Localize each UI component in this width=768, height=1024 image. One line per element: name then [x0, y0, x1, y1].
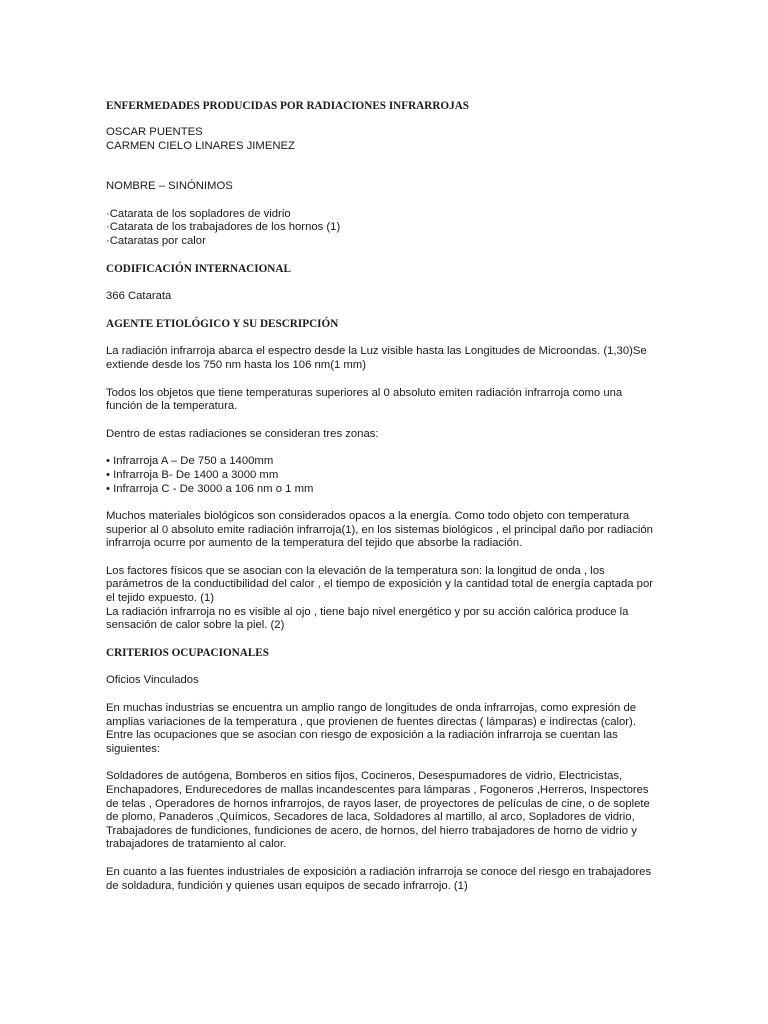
- text-line: amplias variaciones de la temperatura , que provienen de fuentes directas ( lámparas) e indirectas (calor).: [106, 715, 636, 728]
- text-line: Muchos materiales biológicos son considerados opacos a la energía. Como todo objeto con temperatura: [106, 510, 630, 523]
- agente-paragraph: [106, 565, 671, 633]
- text-line: infrarroja ocurre por aumento de la temperatura del tejido que absorbe la radiación.: [106, 537, 523, 550]
- list-item: • Infrarroja C - De 3000 a 106 nm o 1 mm: [106, 482, 314, 495]
- criterios-paragraph: [106, 702, 671, 756]
- text-line: Enchapadores, Endurecedores de mallas incandescentes para lámparas , Fogoneros ,Herreros, Inspectores: [106, 784, 649, 796]
- list-item: ·Cataratas por calor: [106, 234, 206, 247]
- criterios-heading: CRITERIOS OCUPACIONALES: [106, 646, 269, 659]
- agente-heading: AGENTE ETIOLÓGICO Y SU DESCRIPCIÓN: [106, 317, 339, 330]
- list-item: • Infrarroja A – De 750 a 1400mm: [106, 455, 274, 468]
- agente-paragraph: [106, 387, 671, 414]
- text-line: La radiación infrarroja no es visible al ojo , tiene bajo nivel energético y por su acción calórica produce la: [106, 605, 629, 618]
- synonyms-heading: NOMBRE – SINÓNIMOS: [106, 180, 233, 193]
- agente-paragraph: Dentro de estas radiaciones se consideran tres zonas:: [106, 427, 379, 440]
- document-title: ENFERMEDADES PRODUCIDAS POR RADIACIONES INFRARROJAS: [106, 100, 469, 112]
- text-line: extiende desde los 750 nm hasta los 106 nm(1 mm): [106, 358, 366, 371]
- agente-paragraph: [106, 510, 671, 551]
- author-name: OSCAR PUENTES: [106, 126, 203, 138]
- text-line: Todos los objetos que tiene temperaturas superiores al 0 absoluto emiten radiación infrarroja como una: [106, 386, 623, 399]
- text-line: trabajadores de tratamiento al calor.: [106, 838, 287, 851]
- text-line: Trabajadores de fundiciones, fundiciones de acero, de hornos, del hierro trabajadores de horno de vidrio y: [106, 824, 637, 837]
- criterios-subheading: Oficios Vinculados: [106, 674, 199, 687]
- criterios-paragraph: [106, 866, 671, 893]
- codificacion-value: 366 Catarata: [106, 290, 172, 303]
- text-line: sensación de calor sobre la piel. (2): [106, 619, 285, 632]
- text-line: Los factores físicos que se asocian con la elevación de la temperatura son: la longitud de onda , los: [106, 564, 605, 577]
- text-line: Soldadores de autógena, Bomberos en sitios fijos, Cocineros, Desespumadores de vidrio, Electricistas,: [106, 770, 623, 783]
- text-line: de telas , Operadores de hornos infrarrojos, de rayos laser, de proyectores de películas de cine, o de soplete: [106, 797, 650, 810]
- codificacion-heading: CODIFICACIÓN INTERNACIONAL: [106, 262, 291, 275]
- authors: [106, 126, 671, 153]
- text-line: de soldadura, fundición y quienes usan equipos de secado infrarrojo. (1): [106, 879, 468, 892]
- text-line: En cuanto a las fuentes industriales de exposición a radiación infrarroja se conoce del riesgo en trabajadores: [106, 865, 652, 878]
- author-name: CARMEN CIELO LINARES JIMENEZ: [106, 139, 295, 152]
- text-line: parámetros de la conductibilidad del calor , el tiempo de exposición y la cantidad total de energía captada por: [106, 578, 653, 591]
- zones-list: [106, 455, 671, 496]
- text-line: de plomo, Panaderos ,Químicos, Secadores de laca, Soldadores al martillo, al arco, Sopladores de vidrio,: [106, 811, 635, 824]
- text-line: Entre las ocupaciones que se asocian con riesgo de exposición a la radiación infrarroja se cuentan las: [106, 729, 618, 742]
- list-item: ·Catarata de los sopladores de vidrio: [106, 207, 291, 220]
- text-line: La radiación infrarroja abarca el espectro desde la Luz visible hasta las Longitudes de Microondas. (1,30)Se: [106, 345, 647, 358]
- text-line: superior al 0 absoluto emite radiación infrarroja(1), en los sistemas biológicos , el principal daño por radiación: [106, 523, 653, 536]
- text-line: el tejido expuesto. (1): [106, 592, 215, 605]
- document-page: [106, 100, 671, 893]
- text-line: función de la temperatura.: [106, 400, 238, 413]
- list-item: • Infrarroja B- De 1400 a 3000 mm: [106, 468, 279, 481]
- text-line: En muchas industrias se encuentra un amplio rango de longitudes de onda infrarrojas, como expresión de: [106, 702, 637, 715]
- list-item: ·Catarata de los trabajadores de los hornos (1): [106, 221, 341, 234]
- text-line: siguientes:: [106, 742, 161, 755]
- agente-paragraph: [106, 345, 671, 372]
- synonyms-list: [106, 208, 671, 249]
- criterios-paragraph: [106, 770, 671, 852]
